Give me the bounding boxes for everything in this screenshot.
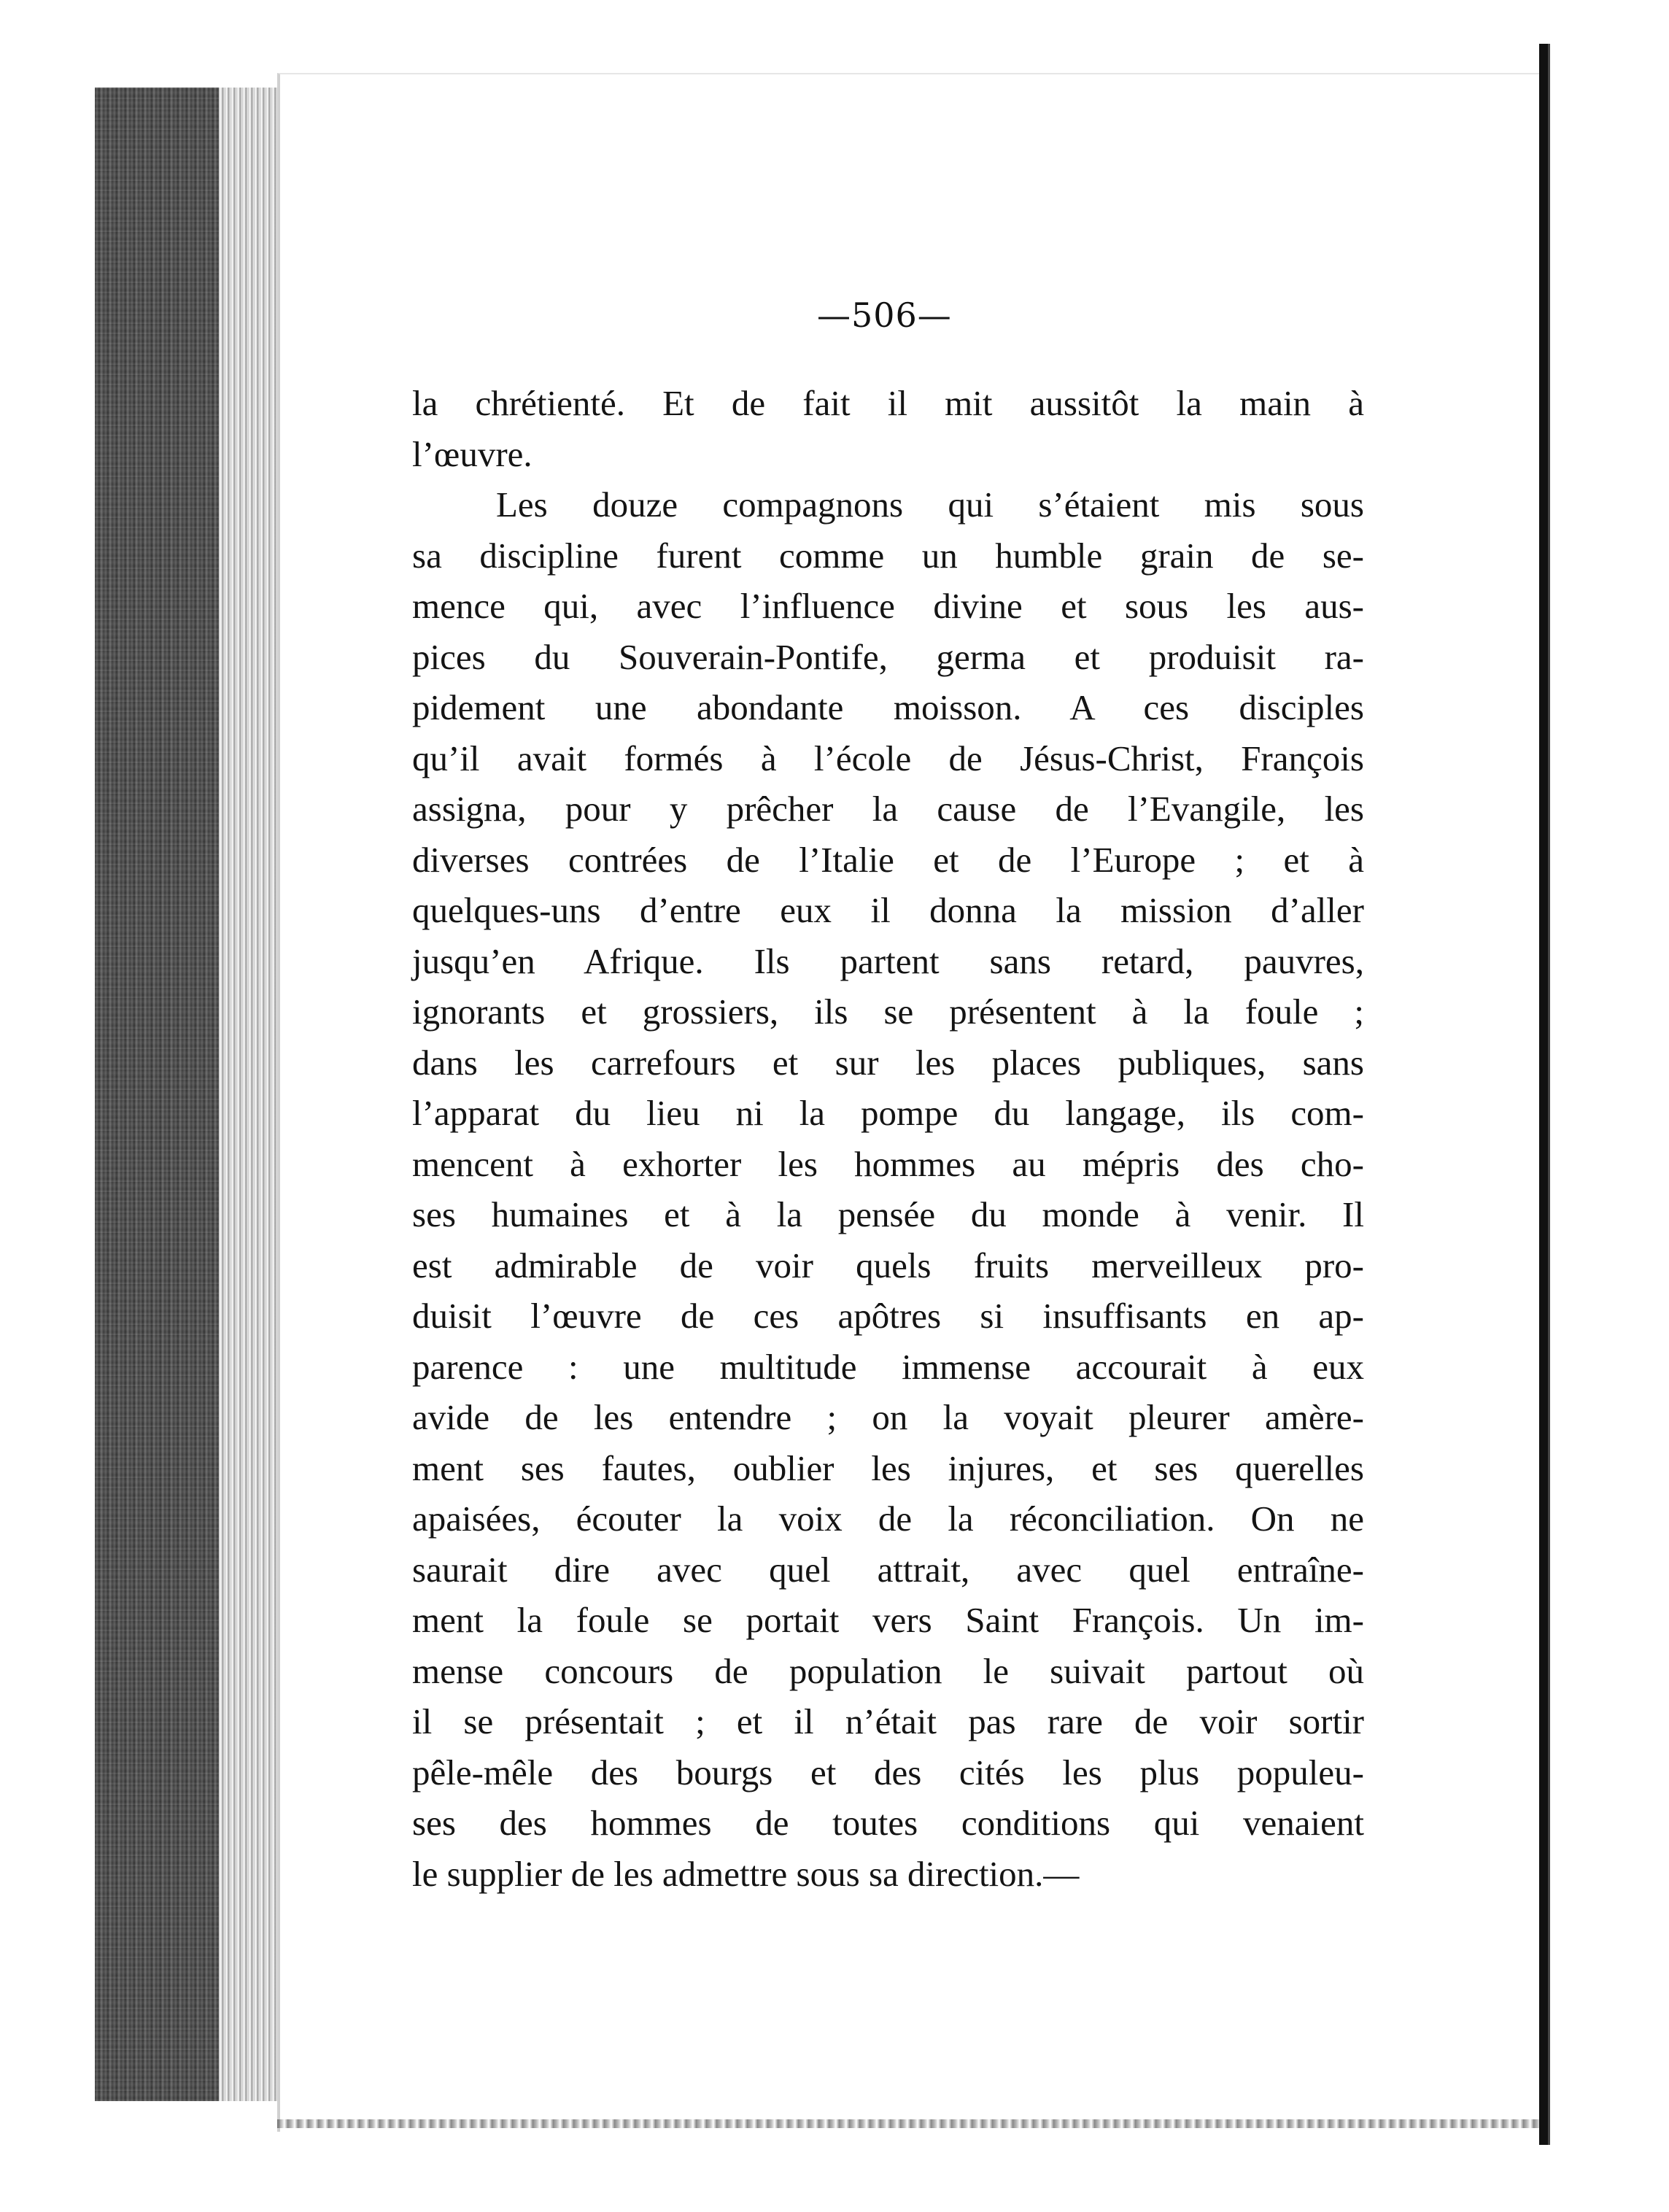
text-line: ment la foule se portait vers Saint François. Un im- [412,1600,1364,1640]
text-line: diverses contrées de l’Italie et de l’Europe ; et à [412,839,1364,880]
page-bottom-edge [277,2119,1539,2128]
text-line: ses des hommes de toutes conditions qui venaient [412,1803,1364,1843]
text-line: ses humaines et à la pensée du monde à venir. Il [412,1194,1364,1234]
text-line: la chrétienté. Et de fait il mit aussitôt la main à [412,383,1364,423]
text-line: quelques-uns d’entre eux il donna la mission d’aller [412,890,1364,930]
text-line: pices du Souverain-Pontife, germa et produisit ra- [412,636,1364,677]
next-page-strip [1548,44,1669,2145]
page-number: —506— [817,295,952,335]
text-line: pêle-mêle des bourgs et des cités les plus populeu- [412,1752,1364,1793]
text-line: mence qui, avec l’influence divine et sous les aus- [412,586,1364,626]
text-line: mencent à exhorter les hommes au mépris des cho- [412,1143,1364,1184]
text-line: est admirable de voir quels fruits merveilleux pro- [412,1245,1364,1285]
text-line: assigna, pour y prêcher la cause de l’Evangile, les [412,789,1364,829]
body-text [412,378,1364,1899]
text-line: apaisées, écouter la voix de la réconciliation. On ne [412,1498,1364,1539]
text-line: mense concours de population le suivait partout où [412,1650,1364,1691]
text-line: Les douze compagnons qui s’étaient mis sous [496,484,1364,525]
text-line: qu’il avait formés à l’école de Jésus-Christ, François [412,738,1364,778]
text-line: ment ses fautes, oublier les injures, et ses querelles [412,1447,1364,1488]
text-line: ignorants et grossiers, ils se présentent à la foule ; [412,991,1364,1032]
page-stack-edge [219,88,277,2101]
text-line: sa discipline furent comme un humble grain de se- [412,535,1364,576]
text-line: l’apparat du lieu ni la pompe du langage, ils com- [412,1093,1364,1133]
text-line: avide de les entendre ; on la voyait pleurer amère- [412,1397,1364,1437]
text-line: il se présentait ; et il n’était pas rare de voir sortir [412,1701,1364,1741]
text-line: saurait dire avec quel attrait, avec quel entraîne- [412,1549,1364,1590]
text-line: le supplier de les admettre sous sa direction.— [412,1853,1080,1894]
text-line: parence : une multitude immense accourait à eux [412,1346,1364,1387]
text-line: l’œuvre. [412,433,533,474]
text-line: jusqu’en Afrique. Ils partent sans retard, pauvres, [412,940,1364,981]
book-gutter-right [1539,44,1548,2145]
text-line: pidement une abondante moisson. A ces disciples [412,687,1364,727]
text-line: duisit l’œuvre de ces apôtres si insuffisants en ap- [412,1296,1364,1336]
text-line: dans les carrefours et sur les places publiques, sans [412,1042,1364,1083]
